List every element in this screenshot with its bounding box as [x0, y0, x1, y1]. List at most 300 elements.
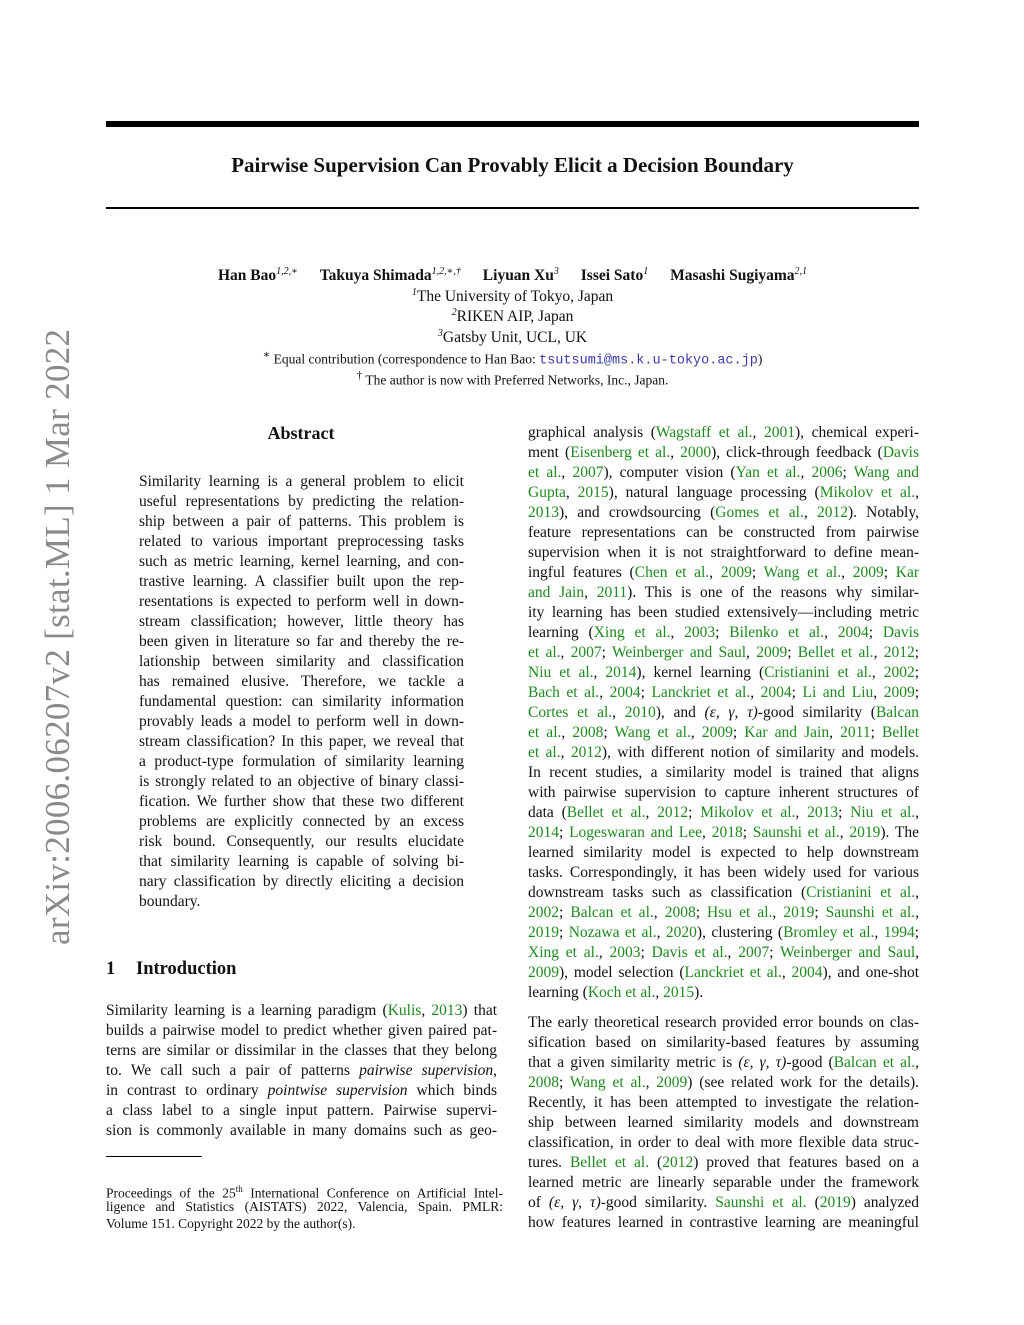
- text-segment: (: [649, 1154, 663, 1171]
- text-line: [528, 823, 919, 843]
- text-segment: ;: [870, 724, 883, 741]
- text-segment: ), computer vision (: [603, 464, 736, 481]
- text-line: [528, 603, 919, 623]
- text-line: [528, 703, 919, 723]
- text-segment: ,: [645, 804, 658, 821]
- text-line: [528, 883, 919, 903]
- text-segment: ). Notably,: [847, 504, 919, 521]
- text-line: [528, 763, 919, 783]
- text-segment: -good similarity.: [600, 1194, 716, 1211]
- text-segment: ,: [653, 904, 665, 921]
- text-line: [528, 723, 919, 743]
- text-segment: ;: [695, 904, 708, 921]
- citation-link[interactable]: Cristianini et al.: [806, 884, 916, 901]
- text-line: [528, 443, 919, 463]
- text-segment: ment (: [528, 444, 571, 461]
- text-segment: ;: [868, 624, 883, 641]
- author: Issei Sato$^1$: [580, 266, 649, 285]
- text-line: [528, 843, 919, 863]
- title-bottom-rule: [106, 207, 919, 209]
- citation-link[interactable]: Cristianini et al.: [764, 664, 872, 681]
- citation-link[interactable]: 2009: [756, 644, 788, 661]
- text-segment: ), clustering (: [696, 924, 784, 941]
- citation-link[interactable]: Davis: [882, 444, 919, 461]
- footnote-line: ligence and Statistics (AISTATS) 2022, Valencia, Spain. PMLR:: [106, 1199, 503, 1214]
- affiliation: $^3$Gatsby Unit, UCL, UK: [437, 328, 588, 347]
- text-segment: ,: [915, 884, 919, 901]
- text-segment: learning (: [528, 984, 588, 1001]
- text-line: [528, 983, 703, 1003]
- citation-link[interactable]: 2011: [596, 584, 628, 601]
- citation-link[interactable]: Niu et al.: [850, 804, 916, 821]
- citation-link[interactable]: Gupta: [528, 484, 566, 501]
- citation-link[interactable]: Hsu et al.: [707, 904, 773, 921]
- text-segment: ,: [561, 724, 573, 741]
- citation-link[interactable]: Wang et al.: [763, 564, 842, 581]
- text-segment: sification based on similarity-based features by assuming: [528, 1034, 919, 1051]
- citation-link[interactable]: Gomes et al.: [715, 504, 804, 521]
- citation-link[interactable]: 2018: [711, 824, 743, 841]
- text-segment: The early theoretical research provided error bounds on clas-: [528, 1014, 919, 1031]
- text-line: problems are explicitly connected by an excess: [139, 813, 464, 830]
- text-line: [528, 543, 919, 563]
- citation-link[interactable]: 2009: [883, 684, 915, 701]
- citation-link[interactable]: 2009: [701, 724, 733, 741]
- citation-link[interactable]: Bellet et al.: [569, 1154, 650, 1171]
- citation-link[interactable]: 2011: [840, 724, 871, 741]
- text-segment: ;: [838, 804, 851, 821]
- citation-link[interactable]: Bromley et al.: [783, 924, 875, 941]
- abstract-heading: Abstract: [267, 423, 335, 443]
- citation-link[interactable]: 2014: [605, 664, 637, 681]
- text-segment: ;: [914, 684, 919, 701]
- citation-link[interactable]: 2012: [883, 644, 915, 661]
- text-segment: ,: [421, 1002, 432, 1019]
- section-heading: 1 Introduction: [106, 959, 237, 979]
- citation-link[interactable]: 2013: [431, 1002, 463, 1019]
- text-segment: learned metric are linearly separable under the framework: [528, 1174, 919, 1191]
- citation-link[interactable]: Balcan: [875, 704, 919, 721]
- text-segment: ,: [560, 744, 571, 761]
- text-line: [528, 583, 919, 603]
- text-line: [528, 1193, 919, 1213]
- citation-link[interactable]: Balcan et al.: [833, 1054, 916, 1071]
- citation-link[interactable]: 2008: [664, 904, 696, 921]
- text-segment: ,: [824, 624, 838, 641]
- citation-link[interactable]: 2004: [760, 684, 792, 701]
- text-segment: ,: [915, 904, 919, 921]
- text-segment: which binds: [407, 1082, 497, 1099]
- text-line: lationship between similarity and classification: [139, 653, 464, 670]
- text-segment: ;: [559, 824, 570, 841]
- text-line: provably leads a model to perform well in down-: [139, 713, 464, 730]
- author: Liyuan Xu$^3$: [482, 266, 559, 285]
- emphasis: pointwise supervision: [267, 1082, 408, 1099]
- text-segment: ;: [559, 924, 569, 941]
- text-segment: ,: [727, 944, 739, 961]
- citation-link[interactable]: and Jain: [528, 584, 585, 601]
- text-segment: ,: [702, 824, 712, 841]
- citation-link[interactable]: Chen et al.: [634, 564, 710, 581]
- text-segment: ). The: [880, 824, 919, 841]
- citation-link[interactable]: Davis et al.: [651, 944, 728, 961]
- text-segment: ;: [742, 824, 753, 841]
- text-line: [528, 1053, 919, 1073]
- text-segment: ,: [593, 664, 606, 681]
- equal-contribution-note: ∗ Equal contribution (correspondence to Han Bao: tsutsumi@ms.k.u-tokyo.ac.jp): [262, 349, 763, 369]
- citation-link[interactable]: 2009: [720, 564, 752, 581]
- citation-link[interactable]: 2019: [849, 824, 881, 841]
- text-segment: ,: [873, 644, 884, 661]
- author: Takuya Shimada$^{1,2,∗,\dagger}$: [319, 266, 461, 285]
- citation-link[interactable]: 2019: [528, 924, 559, 941]
- text-segment: ), and one-shot: [822, 964, 920, 981]
- citation-link[interactable]: 2012: [570, 744, 602, 761]
- citation-link[interactable]: Saunshi et al.: [752, 824, 840, 841]
- text-segment: ,: [915, 484, 919, 501]
- text-segment: (: [806, 1194, 820, 1211]
- citation-link[interactable]: 2008: [572, 724, 604, 741]
- text-line: [528, 923, 919, 943]
- text-segment: ,: [560, 644, 571, 661]
- citation-link[interactable]: 2009: [852, 564, 884, 581]
- text-line: stream classification; however, little theory has: [139, 613, 464, 630]
- citation-link[interactable]: 2007: [738, 944, 770, 961]
- text-segment: ;: [559, 904, 571, 921]
- text-line: [528, 903, 919, 923]
- text-line: [528, 863, 919, 883]
- paper-title: Pairwise Supervision Can Provably Elicit a Decision Boundary: [231, 153, 794, 177]
- citation-link[interactable]: Mikolov et al.: [819, 484, 916, 501]
- emphasis: (ε, γ, τ): [738, 1054, 787, 1071]
- citation-link[interactable]: 2008: [528, 1074, 559, 1091]
- text-segment: ;: [732, 724, 745, 741]
- text-line: that similarity learning is capable of solving bi-: [139, 853, 464, 870]
- text-segment: how features learned in contrastive learning are meaningful: [528, 1214, 919, 1231]
- citation-link[interactable]: Lanckriet et al.: [684, 964, 782, 981]
- text-segment: ,: [752, 424, 764, 441]
- citation-link[interactable]: 2009: [528, 964, 559, 981]
- citation-link[interactable]: 2013: [807, 804, 839, 821]
- citation-link[interactable]: 2006: [811, 464, 843, 481]
- text-segment: ,: [612, 704, 625, 721]
- text-line: risk bound. Consequently, our results elucidate: [139, 833, 464, 850]
- text-line: [528, 783, 919, 803]
- text-segment: ;: [715, 624, 730, 641]
- text-line: [528, 1013, 919, 1033]
- text-segment: Recently, it has been attempted to investigate the relation-: [528, 1094, 919, 1111]
- text-segment: ;: [601, 644, 612, 661]
- citation-link[interactable]: Saunshi et al.: [715, 1194, 807, 1211]
- text-segment: ), model selection (: [559, 964, 685, 981]
- citation-link[interactable]: Bellet et al.: [566, 804, 646, 821]
- citation-link[interactable]: 2004: [837, 624, 869, 641]
- citation-link[interactable]: 2007: [572, 464, 604, 481]
- citation-link[interactable]: Saunshi et al.: [825, 904, 916, 921]
- text-segment: with pairwise supervision to capture inherent structures of: [528, 784, 919, 801]
- text-segment: downstream tasks such as classification (: [528, 884, 807, 901]
- text-segment: ;: [883, 564, 896, 581]
- citation-link[interactable]: Yan et al.: [735, 464, 801, 481]
- text-line: [106, 1081, 497, 1101]
- text-segment: ;: [814, 904, 826, 921]
- text-segment: ,: [656, 924, 666, 941]
- citation-link[interactable]: 2013: [528, 504, 559, 521]
- text-segment: ;: [791, 684, 803, 701]
- citation-link[interactable]: 2004: [609, 684, 641, 701]
- text-segment: ;: [842, 464, 854, 481]
- text-segment: sion is commonly available in many domains such as geo-: [106, 1122, 497, 1139]
- text-segment: ity learning has been studied extensively—including metric: [528, 604, 919, 621]
- text-segment: ), with different notion of similarity and models.: [601, 744, 919, 761]
- text-segment: ), chemical experi-: [795, 424, 919, 441]
- citation-link[interactable]: Weinberger and Saul: [780, 944, 916, 961]
- text-segment: ,: [781, 964, 792, 981]
- text-segment: tures.: [528, 1154, 570, 1171]
- citation-link[interactable]: 2003: [609, 944, 641, 961]
- emphasis: (ε, γ, τ): [704, 704, 758, 721]
- affiliation-change-note: † The author is now with Preferred Networks, Inc., Japan.: [356, 370, 669, 388]
- text-segment: ,: [746, 644, 757, 661]
- text-segment: ingful features (: [528, 564, 635, 581]
- text-segment: data (: [528, 804, 567, 821]
- text-line: [528, 1213, 919, 1233]
- text-segment: ;: [603, 724, 615, 741]
- text-segment: ;: [688, 804, 701, 821]
- text-line: [528, 503, 919, 523]
- citation-link[interactable]: 1994: [883, 924, 915, 941]
- text-line: [528, 1073, 919, 1093]
- text-line: [106, 1021, 497, 1041]
- text-segment: -good similarity (: [757, 704, 876, 721]
- citation-link[interactable]: Xing et al.: [528, 944, 599, 961]
- text-line: [528, 683, 919, 703]
- citation-link[interactable]: Balcan et al.: [570, 904, 654, 921]
- text-line: [528, 483, 919, 503]
- text-line: [106, 1121, 497, 1141]
- citation-link[interactable]: 2001: [764, 424, 795, 441]
- citation-link[interactable]: Bilenko et al.: [729, 624, 825, 641]
- citation-link[interactable]: 2000: [680, 444, 712, 461]
- text-segment: ;: [787, 644, 798, 661]
- text-line: useful representations by predicting the relation-: [139, 493, 464, 510]
- citation-link[interactable]: 2003: [684, 624, 716, 641]
- text-segment: ,: [750, 684, 761, 701]
- text-segment: supervision when it is not straightforward to define mean-: [528, 544, 919, 561]
- text-segment: ,: [874, 924, 884, 941]
- text-segment: ,: [655, 984, 664, 1001]
- emphasis: pairwise supervision: [359, 1062, 494, 1079]
- citation-link[interactable]: 2015: [663, 984, 695, 1001]
- text-segment: ).: [694, 984, 704, 1001]
- text-line: [528, 1093, 919, 1113]
- citation-link[interactable]: 2019: [819, 1194, 851, 1211]
- affiliation: $^2$RIKEN AIP, Japan: [451, 307, 574, 326]
- text-line: [106, 1041, 497, 1061]
- citation-link[interactable]: Kar: [895, 564, 920, 581]
- author: Masashi Sugiyama$^{2,1}$: [670, 266, 808, 285]
- text-segment: ,: [829, 724, 841, 741]
- text-segment: ,: [871, 664, 884, 681]
- text-line: trastive learning. A classifier built upon the rep-: [139, 573, 464, 590]
- text-line: [106, 1001, 497, 1021]
- text-segment: ,: [772, 904, 784, 921]
- citation-link[interactable]: Niu et al.: [528, 664, 594, 681]
- text-segment: ,: [873, 684, 884, 701]
- text-segment: graphical analysis (: [528, 424, 656, 441]
- text-line: a product-type formulation of similarity learning: [139, 753, 464, 770]
- text-segment: Similarity learning is a learning paradigm (: [106, 1002, 388, 1019]
- citation-link[interactable]: Mikolov et al.: [700, 804, 796, 821]
- text-line: [528, 523, 919, 543]
- text-segment: ,: [795, 804, 808, 821]
- citation-link[interactable]: Kar and Jain: [744, 724, 830, 741]
- text-line: such as metric learning, kernel learning, and con-: [139, 553, 464, 570]
- citation-link[interactable]: et al.: [528, 644, 561, 661]
- text-segment: ) analyzed: [850, 1194, 919, 1211]
- citation-link[interactable]: Davis: [882, 624, 920, 641]
- citation-link[interactable]: Cortes et al.: [528, 704, 613, 721]
- text-segment: ,: [670, 444, 681, 461]
- text-segment: ,: [915, 944, 919, 961]
- text-segment: classification, in order to deal with more flexible data struc-: [528, 1134, 919, 1151]
- citation-link[interactable]: Wang and: [853, 464, 920, 481]
- text-segment: ,: [800, 464, 812, 481]
- text-segment: ,: [915, 804, 920, 821]
- text-segment: ,: [915, 1054, 920, 1071]
- citation-link[interactable]: Logeswaran and Lee: [569, 824, 703, 841]
- text-line: [528, 1153, 919, 1173]
- text-line: ship between a pair of patterns. This problem is: [139, 513, 464, 530]
- citation-link[interactable]: Kulis: [387, 1002, 422, 1019]
- citation-link[interactable]: Wang et al.: [614, 724, 691, 741]
- citation-link[interactable]: Bellet: [882, 724, 920, 741]
- text-line: [528, 563, 919, 583]
- citation-link[interactable]: Li and Liu: [802, 684, 874, 701]
- text-segment: ,: [839, 824, 850, 841]
- text-segment: ), kernel learning (: [636, 664, 765, 681]
- text-segment: ,: [493, 1062, 497, 1079]
- text-line: has remained elusive. Therefore, we tackle a: [139, 673, 464, 690]
- footnote-rule: [106, 1156, 202, 1157]
- text-segment: -good (: [786, 1054, 834, 1071]
- text-line: fication. We further show that these two different: [139, 793, 464, 810]
- text-line: [528, 943, 919, 963]
- author: Han Bao$^{1,2,∗}$: [217, 266, 298, 285]
- citation-link[interactable]: Eisenberg et al.: [570, 444, 671, 461]
- text-segment: ;: [640, 944, 652, 961]
- text-segment: ,: [598, 944, 610, 961]
- text-line: [528, 1033, 919, 1053]
- text-line: [528, 1113, 919, 1133]
- citation-link[interactable]: 2002: [883, 664, 915, 681]
- title-top-rule: [106, 121, 919, 127]
- citation-link[interactable]: 2014: [528, 824, 559, 841]
- text-line: nary classification by directly eliciting a decision: [139, 873, 464, 890]
- text-line: [528, 463, 919, 483]
- citation-link[interactable]: Koch et al.: [587, 984, 656, 1001]
- citation-link[interactable]: 2010: [624, 704, 656, 721]
- text-segment: learned similarity model is expected to help downstream: [528, 844, 919, 861]
- citation-link[interactable]: et al.: [528, 464, 562, 481]
- text-segment: ,: [565, 484, 578, 501]
- text-segment: ) proved that features based on a: [693, 1154, 919, 1171]
- text-line: [528, 623, 919, 643]
- text-line: [528, 803, 919, 823]
- text-segment: tasks. Correspondingly, it has been widely used for various: [528, 864, 919, 881]
- citation-link[interactable]: et al.: [528, 724, 562, 741]
- text-segment: ) (see related work for the details).: [687, 1074, 919, 1091]
- text-segment: ) that: [462, 1002, 498, 1019]
- text-segment: to. We call such a pair of patterns: [106, 1062, 360, 1079]
- emphasis: (ε, γ, τ): [548, 1194, 601, 1211]
- citation-link[interactable]: Nozawa et al.: [568, 924, 657, 941]
- text-segment: ), click-through feedback (: [711, 444, 883, 461]
- text-segment: ,: [841, 564, 853, 581]
- text-segment: a class label to a single input pattern. Pairwise supervi-: [106, 1102, 497, 1119]
- text-line: fundamental question: can similarity information: [139, 693, 464, 710]
- arxiv-stamp: arXiv:2006.06207v2 [stat.ML] 1 Mar 2022: [38, 328, 77, 945]
- citation-link[interactable]: 2012: [657, 804, 689, 821]
- text-segment: feature representations can be constructed from pairwise: [528, 524, 919, 541]
- citation-link[interactable]: 2012: [662, 1154, 694, 1171]
- citation-link[interactable]: et al.: [528, 744, 561, 761]
- text-segment: ,: [670, 624, 685, 641]
- citation-link[interactable]: Wagstaff et al.: [655, 424, 753, 441]
- text-line: [528, 743, 919, 763]
- text-segment: ,: [803, 504, 817, 521]
- text-segment: In recent studies, a similarity model is trained that aligns: [528, 764, 919, 781]
- citation-link[interactable]: Xing et al.: [593, 624, 671, 641]
- citation-link[interactable]: 2020: [665, 924, 697, 941]
- text-segment: ,: [584, 584, 597, 601]
- citation-link[interactable]: Wang et al.: [569, 1074, 646, 1091]
- citation-link[interactable]: Bach et al.: [528, 684, 600, 701]
- citation-link[interactable]: 2019: [783, 904, 815, 921]
- text-line: related to various important preprocessing tasks: [139, 533, 464, 550]
- text-segment: builds a pairwise model to predict whether given paired pat-: [106, 1022, 497, 1039]
- text-segment: ;: [751, 564, 764, 581]
- citation-link[interactable]: Lanckriet et al.: [651, 684, 751, 701]
- text-line: [106, 1061, 497, 1081]
- affiliation: $^1$The University of Tokyo, Japan: [411, 287, 614, 306]
- text-segment: of: [528, 1194, 549, 1211]
- citation-link[interactable]: 2009: [656, 1074, 688, 1091]
- text-line: resentations is expected to perform well in down-: [139, 593, 464, 610]
- text-segment: in contrast to ordinary: [106, 1082, 268, 1099]
- citation-link[interactable]: Weinberger and Saul: [611, 644, 747, 661]
- text-segment: ;: [914, 924, 920, 941]
- text-segment: ,: [690, 724, 702, 741]
- citation-link[interactable]: Bellet et al.: [797, 644, 874, 661]
- text-line: been given in literature so far and thereby the re-: [139, 633, 464, 650]
- text-line: [106, 1101, 497, 1121]
- text-segment: ;: [640, 684, 652, 701]
- text-line: stream classification? In this paper, we reveal that: [139, 733, 464, 750]
- citation-link[interactable]: 2007: [570, 644, 602, 661]
- text-segment: ship between learned similarity models and downstream: [528, 1114, 919, 1131]
- text-segment: ). This is one of the reasons why similar-: [627, 584, 920, 601]
- text-segment: ,: [599, 684, 610, 701]
- citation-link[interactable]: 2004: [791, 964, 823, 981]
- text-line: boundary.: [139, 893, 201, 910]
- text-line: [528, 423, 919, 443]
- citation-link[interactable]: 2012: [816, 504, 848, 521]
- email-link[interactable]: tsutsumi@ms.k.u-tokyo.ac.jp: [539, 353, 758, 369]
- text-segment: ), and crowdsourcing (: [559, 504, 716, 521]
- citation-link[interactable]: 2002: [528, 904, 559, 921]
- citation-link[interactable]: 2015: [577, 484, 609, 501]
